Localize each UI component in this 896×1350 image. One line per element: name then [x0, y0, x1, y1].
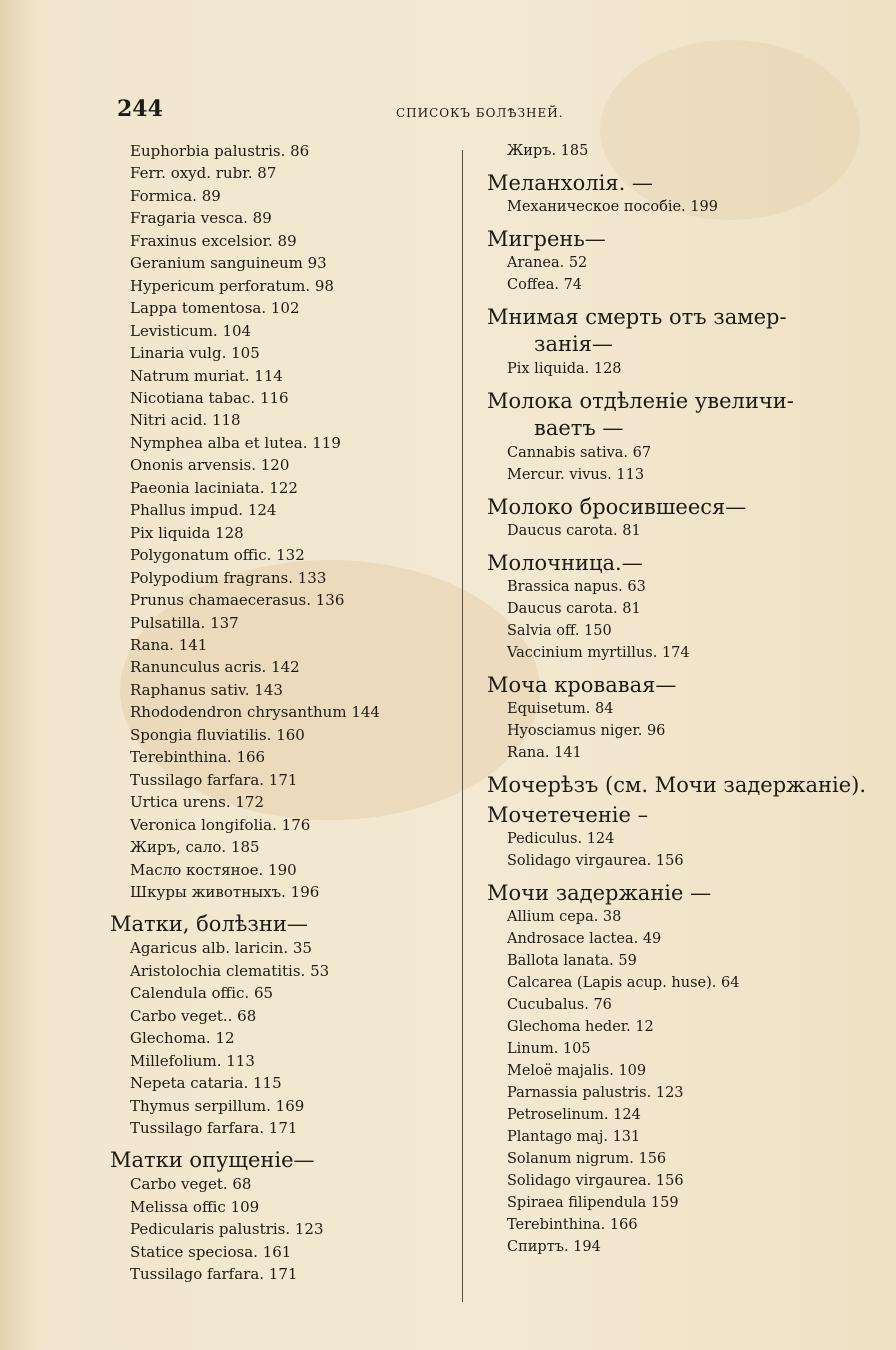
- entry-line: Aristolochia clematitis. 53: [130, 961, 330, 980]
- section-migren: [487, 226, 887, 296]
- entry-line: Fragaria vesca. 89: [130, 209, 272, 228]
- entry-line: Hypericum perforatum. 98: [130, 276, 334, 295]
- entry-line: Vaccinium myrtillus. 174: [507, 645, 690, 661]
- entry-line: Fraxinus excelsior. 89: [130, 231, 297, 250]
- section-heading: Молоко бросившееся—: [487, 495, 747, 519]
- entry-line: Terebinthina. 166: [130, 748, 266, 767]
- section-heading: Матки, болѣзни—: [110, 912, 308, 937]
- continued-entry-list: [110, 140, 460, 903]
- entry-line: Thymus serpillum. 169: [130, 1096, 305, 1115]
- entry-line: Cannabis sativa. 67: [507, 445, 652, 461]
- entry-line: Phallus impud. 124: [130, 501, 277, 520]
- section-heading: Меланхолія. —: [487, 171, 653, 195]
- entry-line: Androsace lactea. 49: [507, 931, 662, 947]
- entry-line: Spongia fluviatilis. 160: [130, 725, 305, 744]
- entry-line: Spiraea filipendula 159: [507, 1195, 679, 1211]
- entry-line: Tussilago farfara. 171: [130, 1119, 298, 1138]
- section-melancholia: [487, 170, 887, 218]
- section-moloka-otdelenie: [487, 388, 887, 486]
- column-divider: [462, 150, 463, 1302]
- entry-line: Nicotiana tabac. 116: [130, 388, 289, 407]
- section-heading: Молочница.—: [487, 551, 643, 575]
- entry-line: Polygonatum offic. 132: [130, 546, 305, 565]
- section-heading: Мнимая смерть отъ замер-: [487, 305, 787, 329]
- entry-line: Rana. 141: [130, 635, 208, 654]
- entry-line: Lappa tomentosa. 102: [130, 299, 300, 318]
- entry-line: Механическое пособіе. 199: [507, 199, 718, 215]
- section-mochetechenie: [487, 802, 887, 872]
- running-title: СПИСОКЪ БОЛѢЗНЕЙ.: [396, 106, 564, 120]
- left-column: [110, 140, 460, 1286]
- entry-line: Natrum muriat. 114: [130, 366, 283, 385]
- entry-line: Brassica napus. 63: [507, 579, 646, 595]
- entry-line: Pix liquida. 128: [507, 361, 622, 377]
- section-mochi-zaderzhanie: [487, 880, 887, 1258]
- entry-line: Equisetum. 84: [507, 701, 614, 717]
- entry-line: Salvia off. 150: [507, 623, 612, 639]
- entry-line: Meloë majalis. 109: [507, 1063, 647, 1079]
- entry-line: Linaria vulg. 105: [130, 344, 260, 363]
- entry-line: Спиртъ. 194: [507, 1239, 601, 1255]
- entry-line: Calcarea (Lapis acup. huse). 64: [507, 975, 740, 991]
- entry-line: Hyosciamus niger. 96: [507, 723, 666, 739]
- section-matki-opushchenie: [110, 1147, 460, 1285]
- entry-line: Formica. 89: [130, 186, 221, 205]
- section-matki-bolezni: [110, 911, 460, 1139]
- section-heading: Мигрень—: [487, 227, 606, 251]
- entry-line: Urtica urens. 172: [130, 793, 264, 812]
- entry-line: Nitri acid. 118: [130, 411, 241, 430]
- entry-line: Carbo veget.. 68: [130, 1006, 257, 1025]
- entry-line: Daucus carota. 81: [507, 523, 641, 539]
- entry-line: Ferr. oxyd. rubr. 87: [130, 164, 277, 183]
- entry-line: Allium cepa. 38: [507, 909, 622, 925]
- entry-line: Nepeta cataria. 115: [130, 1074, 282, 1093]
- entry-line: Glechoma. 12: [130, 1029, 235, 1048]
- section-heading: Моча кровавая—: [487, 673, 677, 697]
- section-moloko-brosivsheesya: [487, 494, 887, 542]
- entry-line: Calendula offic. 65: [130, 984, 274, 1003]
- entry-line: Agaricus alb. laricin. 35: [130, 939, 312, 958]
- section-mocha-krovavaya: [487, 672, 887, 764]
- entry-line: Melissa offic 109: [130, 1197, 260, 1216]
- entry-line: Pulsatilla. 137: [130, 613, 239, 632]
- entry-line: Paeonia laciniata. 122: [130, 478, 298, 497]
- entry-line: Solanum nigrum. 156: [507, 1151, 667, 1167]
- entry-line: Cucubalus. 76: [507, 997, 612, 1013]
- entry-line: Pedicularis palustris. 123: [130, 1220, 324, 1239]
- page-number: 244: [117, 96, 163, 122]
- entry-line: Statice speciosa. 161: [130, 1242, 292, 1261]
- section-heading: Матки опущеніе—: [110, 1148, 315, 1173]
- entry-line: Raphanus sativ. 143: [130, 680, 283, 699]
- entry-line: Glechoma heder. 12: [507, 1019, 654, 1035]
- entry-line: Millefolium. 113: [130, 1051, 255, 1070]
- entry-line: Pix liquida 128: [130, 523, 244, 542]
- section-heading-continuation: занія—: [534, 332, 613, 356]
- entry-line: Масло костяное. 190: [130, 860, 297, 879]
- entry-line: Ranunculus acris. 142: [130, 658, 300, 677]
- entry-line: Parnassia palustris. 123: [507, 1085, 684, 1101]
- entry-line: Tussilago farfara. 171: [130, 1265, 298, 1284]
- entry-line: Linum. 105: [507, 1041, 591, 1057]
- entry-line: Veronica longifolia. 176: [130, 815, 311, 834]
- entry-line: Шкуры животныхъ. 196: [130, 882, 320, 901]
- entry-line: Prunus chamaecerasus. 136: [130, 591, 345, 610]
- entry-line: Pediculus. 124: [507, 831, 615, 847]
- entry-line: Geranium sanguineum 93: [130, 254, 327, 273]
- section-heading-continuation: ваетъ —: [534, 416, 624, 440]
- entry-line: Aranea. 52: [507, 255, 588, 271]
- entry-line: Жиръ, сало. 185: [130, 838, 260, 857]
- entry-line: Levisticum. 104: [130, 321, 252, 340]
- entry-line: Rana. 141: [507, 745, 582, 761]
- section-heading: Мочетеченіе –: [487, 803, 649, 827]
- entry-line: Terebinthina. 166: [507, 1217, 638, 1233]
- entry-line: Жиръ. 185: [507, 143, 589, 159]
- entry-line: Ballota lanata. 59: [507, 953, 637, 969]
- section-heading: Молока отдѣленіе увеличи-: [487, 389, 794, 413]
- section-mnimaya-smert: [487, 304, 887, 380]
- entry-line: Nymphea alba et lutea. 119: [130, 433, 341, 452]
- entry-line: Carbo veget. 68: [130, 1175, 252, 1194]
- entry-line: Solidago virgaurea. 156: [507, 853, 684, 869]
- entry-line: Tussilago farfara. 171: [130, 770, 298, 789]
- entry-line: Polypodium fragrans. 133: [130, 568, 327, 587]
- section-heading: Мочерѣзъ (см. Мочи задержаніе).: [487, 773, 867, 797]
- entry-line: Euphorbia palustris. 86: [130, 142, 310, 160]
- entry-line: Rhododendron chrysanthum 144: [130, 703, 380, 722]
- entry-line: Coffea. 74: [507, 277, 583, 293]
- entry-line: Daucus carota. 81: [507, 601, 641, 617]
- entry-line: Mercur. vivus. 113: [507, 467, 645, 483]
- entry-line: Plantago maj. 131: [507, 1129, 641, 1145]
- entry-line: Petroselinum. 124: [507, 1107, 641, 1123]
- entry-line: Ononis arvensis. 120: [130, 456, 290, 475]
- section-heading: Мочи задержаніе —: [487, 881, 712, 905]
- right-column: [487, 140, 887, 1258]
- entry-line: Solidago virgaurea. 156: [507, 1173, 684, 1189]
- section-molochnitsa: [487, 550, 887, 664]
- section-mocherez: [487, 772, 887, 798]
